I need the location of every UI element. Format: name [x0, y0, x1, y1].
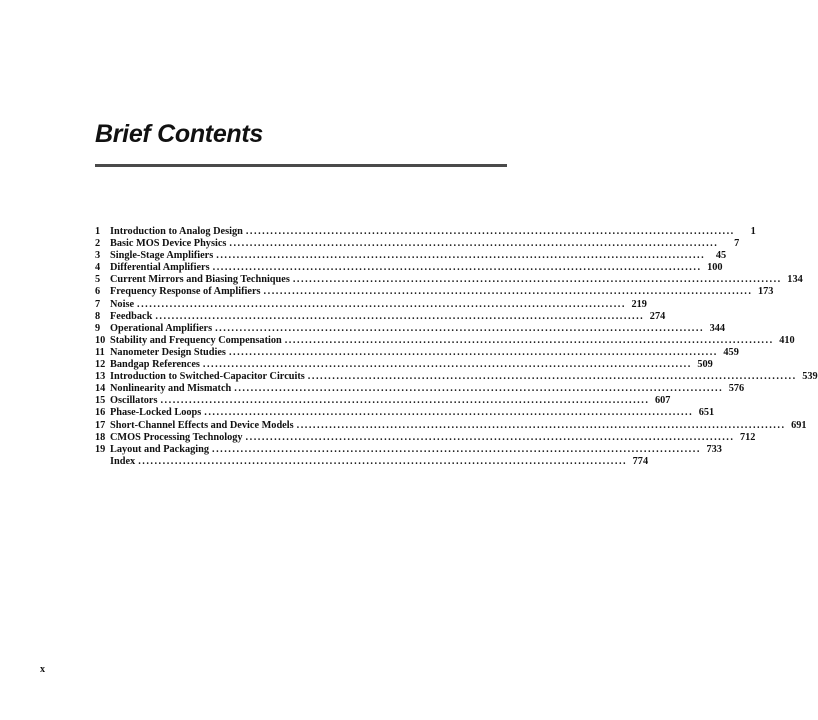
- toc-entry: [95, 359, 713, 371]
- chapter-title: Introduction to Analog Design: [110, 226, 243, 237]
- chapter-title: Nonlinearity and Mismatch: [110, 383, 232, 395]
- chapter-number: 16: [95, 407, 106, 419]
- contents-list: [95, 226, 818, 468]
- chapter-title: Differential Amplifiers: [110, 262, 210, 274]
- chapter-title: Stability and Frequency Compensation: [110, 334, 282, 346]
- page-ref: 607: [654, 395, 671, 407]
- dot-leader: ........................................................................................................................: [292, 274, 782, 286]
- chapter-number: 6: [95, 286, 101, 298]
- toc-entry: [95, 310, 666, 323]
- dot-leader: ........................................................................................................................: [234, 383, 724, 395]
- dot-leader: ........................................................................................................................: [284, 334, 774, 346]
- chapter-number: 2: [95, 238, 101, 250]
- chapter-number: 19: [95, 443, 106, 455]
- dot-leader: ........................................................................................................................: [160, 395, 650, 407]
- page-ref: 539: [802, 371, 818, 383]
- page-ref: 344: [709, 322, 726, 334]
- page-ref: 651: [698, 407, 715, 419]
- chapter-number: 4: [95, 262, 101, 274]
- chapter-title: Phase-Locked Loops: [110, 407, 202, 419]
- toc-entry: [95, 334, 795, 347]
- chapter-title: Basic MOS Device Physics: [110, 238, 227, 250]
- page-number: x: [40, 664, 45, 675]
- chapter-title: Frequency Response of Amplifiers: [110, 286, 261, 298]
- page-ref: 45: [715, 250, 727, 262]
- title-rule: [95, 164, 507, 167]
- dot-leader: ........................................................................................................................: [138, 455, 628, 467]
- toc-entry: [95, 298, 647, 311]
- dot-leader: ........................................................................................................................: [228, 346, 718, 358]
- toc-entry: [95, 322, 726, 335]
- dot-leader: ........................................................................................................................: [204, 407, 694, 419]
- toc-entry: [95, 419, 807, 432]
- chapter-number: 10: [95, 334, 106, 346]
- toc-entry: [95, 226, 756, 238]
- toc-entry: [95, 443, 722, 456]
- chapter-title: Layout and Packaging: [110, 443, 209, 455]
- chapter-number: 7: [95, 298, 101, 310]
- toc-entry: [95, 431, 756, 444]
- chapter-title: Operational Amplifiers: [110, 322, 213, 334]
- chapter-number: 11: [95, 346, 105, 358]
- chapter-number: 13: [95, 371, 106, 383]
- dot-leader: ........................................................................................................................: [229, 238, 719, 250]
- chapter-title: Oscillators: [110, 395, 158, 407]
- page-ref: 774: [632, 455, 649, 467]
- page-ref: 733: [706, 443, 722, 455]
- chapter-number: 5: [95, 274, 101, 286]
- toc-entry: [95, 346, 739, 359]
- page-title: Brief Contents: [95, 120, 264, 148]
- chapter-title: Introduction to Switched-Capacitor Circuits: [110, 371, 305, 383]
- toc-entry: [95, 395, 671, 407]
- page-ref: 100: [707, 262, 723, 274]
- toc-entry: [95, 383, 745, 395]
- dot-leader: ........................................................................................................................: [155, 310, 645, 322]
- chapter-title: Bandgap References: [110, 359, 200, 371]
- page-ref: 173: [758, 286, 774, 298]
- toc-entry: [95, 250, 727, 262]
- chapter-title: Nanometer Design Studies: [110, 346, 226, 358]
- page-ref: 576: [728, 383, 745, 395]
- chapter-title: Noise: [110, 298, 135, 310]
- page-ref: 509: [697, 359, 713, 371]
- toc-entry: [95, 238, 740, 250]
- page-ref: 219: [631, 298, 647, 310]
- toc-entry: [95, 262, 723, 274]
- dot-leader: ........................................................................................................................: [216, 250, 706, 262]
- page-ref: 274: [649, 310, 666, 322]
- dot-leader: ........................................................................................................................: [212, 262, 702, 274]
- chapter-number: 8: [95, 310, 101, 322]
- toc-entry: [95, 286, 774, 298]
- toc-entry: [95, 455, 649, 468]
- toc-entry: [95, 407, 715, 419]
- chapter-number: 12: [95, 359, 106, 371]
- chapter-title: Short-Channel Effects and Device Models: [110, 419, 294, 431]
- dot-leader: ........................................................................................................................: [137, 298, 626, 310]
- page-ref: 134: [787, 274, 803, 286]
- dot-leader: ........................................................................................................................: [307, 371, 797, 383]
- dot-leader: ........................................................................................................................: [263, 286, 753, 298]
- chapter-number: 15: [95, 395, 106, 407]
- page-ref: 691: [791, 419, 807, 431]
- chapter-title: Index: [110, 455, 136, 467]
- dot-leader: ........................................................................................................................: [245, 226, 735, 237]
- dot-leader: ........................................................................................................................: [202, 359, 692, 371]
- dot-leader: ........................................................................................................................: [245, 431, 735, 443]
- page-ref: 1: [750, 226, 756, 237]
- chapter-number: 3: [95, 250, 101, 262]
- toc-entry: [95, 274, 803, 286]
- dot-leader: ........................................................................................................................: [212, 443, 701, 455]
- chapter-title: Single-Stage Amplifiers: [110, 250, 214, 262]
- chapter-title: Feedback: [110, 310, 153, 322]
- dot-leader: ........................................................................................................................: [296, 419, 786, 431]
- toc-entry: [95, 371, 818, 383]
- chapter-title: CMOS Processing Technology: [110, 431, 243, 443]
- chapter-number: 17: [95, 419, 106, 431]
- page-ref: 712: [740, 431, 756, 443]
- page-ref: 459: [723, 346, 739, 358]
- chapter-number: 14: [95, 383, 106, 395]
- page-ref: 7: [734, 238, 740, 250]
- chapter-number: 9: [95, 322, 101, 334]
- page-ref: 410: [779, 334, 795, 346]
- chapter-number: 1: [95, 226, 101, 237]
- chapter-number: 18: [95, 431, 106, 443]
- dot-leader: ........................................................................................................................: [215, 322, 705, 334]
- chapter-title: Current Mirrors and Biasing Techniques: [110, 274, 290, 286]
